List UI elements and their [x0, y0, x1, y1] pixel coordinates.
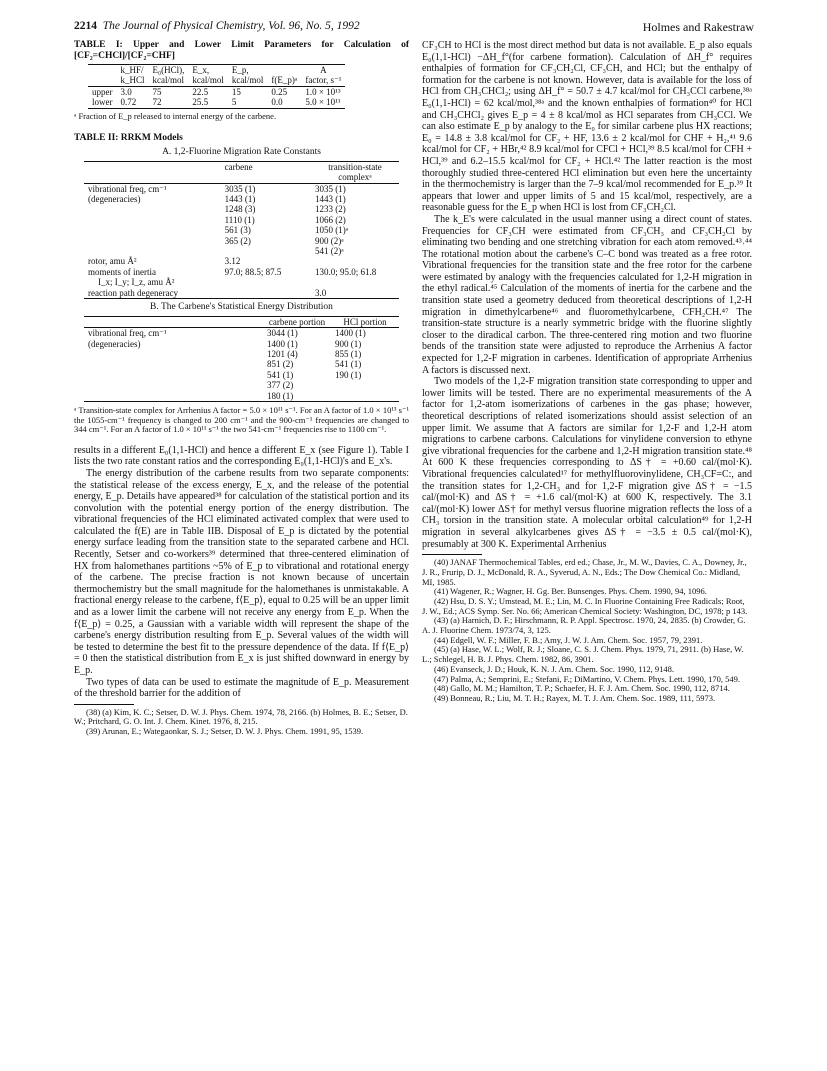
- authors: Holmes and Rakestraw: [642, 20, 754, 34]
- table-cell: [84, 225, 221, 235]
- table-cell: [84, 370, 263, 380]
- table1-h: k_HCl: [120, 75, 145, 86]
- table-cell: 1248 (3): [224, 204, 256, 215]
- table-row: [84, 380, 399, 390]
- table1-h: A: [320, 65, 327, 75]
- table-cell: [84, 246, 221, 256]
- table-cell: 851 (2): [267, 359, 294, 370]
- right-references: [422, 558, 752, 704]
- table-cell: 22.5: [192, 86, 209, 97]
- table-row: [84, 267, 399, 277]
- table1-h: k_HF/: [120, 65, 144, 75]
- table-cell: [84, 236, 221, 246]
- table-cell: [84, 391, 263, 402]
- table-cell: [311, 256, 399, 266]
- table-cell: 1201 (4): [267, 348, 298, 359]
- footnote-divider: [74, 704, 134, 705]
- table2b-h: HCl portion: [343, 316, 387, 327]
- table2b-header-row: [84, 316, 399, 327]
- table-cell: [331, 391, 399, 402]
- table-cell: 1443 (1): [315, 194, 346, 205]
- table2a-header-row: [84, 161, 399, 183]
- table1-h: E₀(HCl),: [152, 65, 185, 75]
- table-row: [84, 391, 399, 402]
- table-cell: 3035 (1): [224, 183, 256, 194]
- table-cell: I_x; I_y; I_z, amu Å²: [98, 277, 175, 288]
- table1-header-row: [88, 75, 345, 86]
- header-left: [74, 20, 360, 32]
- table1-h: kcal/mol: [192, 75, 224, 86]
- journal-citation: The Journal of Physical Chemistry, Vol. 96, No. 5, 1992: [102, 20, 360, 32]
- table-row: [84, 194, 399, 204]
- table-row: [84, 288, 399, 299]
- body-paragraph: Two types of data can be used to estimate the magnitude of E_p. Measurement of the threshold barrier for the addition of: [74, 676, 409, 700]
- table-cell: [221, 246, 311, 256]
- table-cell: 1110 (1): [224, 214, 255, 225]
- body-paragraph: The energy distribution of the carbene results from two separate components: the statistical release of the excess energy, E_x, and the release of the potential energy, E_p. Details have appeared³⁸ for calculation of the statistical portion and its convolution with the potential energy portion of the energy distribution. The vibrational frequencies of the HCl eliminated activated complex that were used to calculated the f(E) are in Table IIB. Disposal of E_p is dictated by the potential energy surface leading from the transition state to the separated carbene and HCl. Recently, Setser and co-workers³⁹ determined that three-centered elimination of HX from halomethanes partitions ~5% of E_p to vibrational and rotational energy of the carbene. The precise fraction is not known because of uncertain thermochemistry but the small magnitude for the halomethanes is unmistakable. A fractional energy release to the carbene, f⟨E_p⟩, equal to 0.25 will be an upper limit and as a lower limit the carbene will not receive any energy from E_p. When the f⟨E_p⟩ = 0.25, a Gaussian with a variable width will represent the shape of the carbene's energy distribution resulting from E_p. Several values of the width will be tested to determine the best fit to the pressure dependence of the data. If f⟨E_p⟩ = 0 then the statistical distribution from E_x is just shifted downward in energy by E_p.: [74, 467, 409, 676]
- table-cell: 25.5: [192, 97, 209, 108]
- table-row: [84, 339, 399, 349]
- table-cell: 1233 (2): [315, 204, 346, 215]
- table-cell: rotor, amu Å²: [88, 256, 137, 267]
- table-cell: 365 (2): [224, 235, 251, 246]
- table-cell: 900 (1): [335, 338, 362, 349]
- reference: (48) Gallo, M. M.; Hamilton, T. P.; Schaefer, H. F. J. Am. Chem. Soc. 1990, 112, 8714.: [434, 683, 730, 694]
- table2-footnote: ᵃ Transition-state complex for Arrhenius A factor = 5.0 × 10¹¹ s⁻¹. For an A factor of 1.0 × 10¹³ s⁻¹ the 1055-cm⁻¹ frequency is changed to 200 cm⁻¹ and the 900-cm⁻¹ frequencies are changed to 344 cm⁻¹. For an A factor of 1.0 × 10¹¹ s⁻¹ the two 541-cm⁻¹ frequencies rise to 1100 cm⁻¹.: [74, 404, 409, 435]
- table-cell: 3035 (1): [315, 183, 346, 194]
- table-cell: [84, 349, 263, 359]
- table1-h: E_p,: [231, 65, 249, 75]
- running-header: [74, 20, 754, 40]
- table-cell: (degeneracies): [88, 194, 141, 205]
- table2a-h: transition-state complexᵃ: [328, 161, 382, 183]
- table-row: [84, 328, 399, 339]
- table-cell: (degeneracies): [88, 338, 141, 349]
- reference: (42) Hsu, D. S. Y.; Umstead, M. E.; Lin, M. C. In Fluorine Containing Free Radicals; Root, J. W., Ed.; ACS Symp. Ser. No. 66; American Chemical Society: Washington, DC, 1978; p 143.: [422, 595, 748, 616]
- table-cell: 541 (2)ᵃ: [315, 246, 344, 257]
- reference: (39) Arunan, E.; Wategaonkar, S. J.; Setser, D. W. J. Phys. Chem. 1991, 95, 1539.: [86, 726, 364, 737]
- right-column: [422, 40, 752, 704]
- reference: (49) Bonneau, R.; Liu, M. T. H.; Rayex, M. T. J. Am. Chem. Soc. 1989, 111, 5973.: [434, 692, 716, 703]
- table1-h: factor, s⁻¹: [305, 75, 342, 86]
- left-column: [74, 40, 409, 737]
- table-cell: 3.0: [315, 287, 327, 298]
- footnote-divider: [422, 554, 482, 555]
- table-row: [84, 246, 399, 256]
- table-row: [84, 215, 399, 225]
- table-row: [84, 204, 399, 214]
- table-cell: [84, 380, 263, 390]
- table-cell: 855 (1): [335, 348, 362, 359]
- reference: (46) Evanseck, J. D.; Houk, K. N. J. Am. Chem. Soc. 1990, 112, 9148.: [434, 663, 675, 674]
- table-cell: vibrational freq, cm⁻¹: [88, 183, 167, 194]
- table-cell: 5.0 × 10¹¹: [305, 97, 341, 108]
- table-cell: 541 (1): [267, 369, 294, 380]
- table-cell: 130.0; 95.0; 61.8: [315, 266, 377, 277]
- table-cell: moments of inertia: [88, 266, 156, 277]
- reference: (38) (a) Kim, K. C.; Setser, D. W. J. Phys. Chem. 1974, 78, 2166. (b) Holmes, B. E.; Setser, D. W.; Pritchard, G. O. Int. J. Chem. Kinet. 1976, 8, 215.: [74, 706, 408, 727]
- body-paragraph: Two models of the 1,2-F migration transition state corresponding to upper and lower limits will be tested. There are no experimental measurements of the A factor for 1,2-atom isomerizations of carbenes in the gas phase; however, theoretical descriptions of related isomerizations should assist selection of an upper limit. We assume that A factors are similar for 1,2-F and 1,2-H atom migrations to carbene carbons. Calculations for vinylidene conversion to ethyne give vibrational frequencies for the carbene and 1,2-H migration transition state.⁴⁸ At 600 K these frequencies corresponding to ΔS† = +0.60 cal/(mol·K). Vibrational frequencies calculated¹⁷ for methylfluorovinylidene, CH₃CF=C:, and the transition states for 1,2-CH₃ and for 1,2-F migration give ΔS† = −1.5 cal/(mol·K) and ΔS† = +1.6 cal/(mol·K) at 600 K, respectively. The 3.1 cal/(mol·K) lower ΔS† for methyl versus fluorine migration reflects the loss of a CH₃ torsion in the transition state. A molecular orbital calculation⁴⁹ for 1,2-H migration in several alkylcarbenes gives ΔS† = −3.5 ± 0.5 cal/(mol·K), presumably at 300 K. Experimental Arrhenius: [422, 376, 752, 550]
- table-cell: 1443 (1): [224, 194, 256, 205]
- table-cell: 5: [231, 97, 237, 108]
- table-cell: vibrational freq, cm⁻¹: [88, 328, 167, 339]
- reference: (41) Wagener, R.; Wagner, H. Gg. Ber. Bunsenges. Phys. Chem. 1990, 94, 1096.: [434, 586, 707, 597]
- table-cell: 0.72: [120, 97, 137, 108]
- table1-caption: TABLE I: Upper and Lower Limit Parameters for Calculation of [CF₂=CHCl]/[CF₂=CHF]: [74, 40, 409, 61]
- table-row: [88, 97, 345, 108]
- table-cell: [84, 215, 221, 225]
- table-cell: 97.0; 88.5; 87.5: [224, 266, 282, 277]
- table-cell: 900 (2)ᵃ: [315, 235, 344, 246]
- table-row: [84, 236, 399, 246]
- table-cell: 0.0: [271, 97, 283, 108]
- table-cell: 1400 (1): [335, 328, 366, 339]
- table1-h: [267, 65, 301, 76]
- table2a-h: carbene: [224, 161, 253, 172]
- table-cell: 75: [152, 86, 162, 97]
- page-number: 2214: [74, 20, 97, 32]
- table-row: [84, 277, 399, 287]
- table-cell: [221, 288, 311, 299]
- table-cell: [84, 359, 263, 369]
- table2a: [84, 161, 399, 299]
- table1: [88, 64, 345, 109]
- table-cell: upper: [92, 86, 113, 97]
- table1-header-row: [88, 65, 345, 76]
- table-row: [88, 86, 345, 97]
- table-cell: [331, 380, 399, 390]
- table-cell: 1066 (2): [315, 214, 346, 225]
- table-row: [84, 359, 399, 369]
- body-paragraph: results in a different E₀(1,1-HCl) and hence a different E_x (see Figure 1). Table I lists the two rate constant ratios and the corresponding E₀(1,1-HCl)'s and E_x's.: [74, 444, 409, 468]
- table-cell: [84, 204, 221, 214]
- table2b-title: B. The Carbene's Statistical Energy Distribution: [150, 302, 333, 313]
- table-cell: 1050 (1)ᵃ: [315, 225, 349, 236]
- table-cell: [311, 277, 399, 287]
- table-cell: 190 (1): [335, 369, 362, 380]
- reference: (40) JANAF Thermochemical Tables, erd ed.; Chase, Jr., M. W., Davies, C. A., Downey, Jr., J. R., Frurip, D. J., McDonald, R. A., Syverud, A. N., Eds.; The Dow Chemical Co.: Midland, MI, 1985.: [422, 557, 747, 587]
- table-cell: 377 (2): [267, 380, 294, 391]
- table2a-title: A. 1,2-Fluorine Migration Rate Constants: [162, 147, 321, 158]
- table1-h: f(E_p)ᵃ: [271, 75, 298, 86]
- reference: (47) Palma, A.; Semprini, E.; Stefani, F.; DiMartino, V. Chem. Phys. Lett. 1990, 170, 549.: [434, 673, 740, 684]
- table2b-h: carbene portion: [268, 316, 326, 327]
- reference: (43) (a) Harnich, D. F.; Hirschmann, R. P. Appl. Spectrosc. 1970, 24, 2835. (b) Crowder, G. A. J. Fluorine Chem. 1973/74, 3, 125.: [422, 615, 746, 636]
- table-cell: 541 (1): [335, 359, 362, 370]
- body-paragraph: The k_E's were calculated in the usual manner using a direct count of states. Frequencies for CF₃CH were estimated from CF₃CH₃ and CF₃CH₂Cl by eliminating two bending and one stretching vibration for each atom removed.⁴³˒⁴⁴ The rotational motion about the carbene's C–C bond was treated as a free rotor. Vibrational frequencies for the transition state and the free rotor for the carbene were estimated by analogy with the frequencies calculated for 1,2-H migration in the ethyl radical.⁴⁵ Calculation of the moments of inertia for the carbene and the transition state used a geometry deduced from theoretical descriptions of 1,2-H migration in dimethylcarbene⁴⁶ and fluoromethylcarbene, CFH₂CH.⁴⁷ The transition-state structure is a nearly symmetric bridge with the fluorine slightly closer to the diradical carbon. The three-centered ring motion and two fluorine bends of the transition state were adjusted to reproduce the Arrhenius A factor expected for 1,2-F migration in carbenes. Identification of appropriate Arrhenius A factors is discussed next.: [422, 213, 752, 376]
- table1-h: kcal/mol: [152, 75, 185, 86]
- reference: (44) Edgell, W. F.; Miller, F. B.; Amy, J. W. J. Am. Chem. Soc. 1957, 79, 2391.: [434, 634, 703, 645]
- table-row: [84, 225, 399, 235]
- table-row: [84, 256, 399, 266]
- table-cell: 1400 (1): [267, 338, 298, 349]
- reference: (45) (a) Hase, W. L.; Wolf, R. J.; Sloane, C. S. J. Chem. Phys. 1979, 71, 2911. (b) Hase, W. L.; Schlegel, H. B. J. Phys. Chem. 1982, 86, 3901.: [422, 644, 744, 665]
- body-paragraph: CF₃CH to HCl is the most direct method but data is not available. E_p also equals E₀(1,1-HCl) −ΔH_f°(for carbene formation). Calculation of ΔH_f° requires enthalpies of formation for CF₃CH₂Cl, CF₃CH, and HCl; but the enthalpy of formation for the carbene is not known. However, data is available for the loss of HCl from CH₃CHCl₂; using ΔH_f° = 50.7 ± 4.7 kcal/mol for CH₃CCl carbene,³⁸ᵃ E₀(1,1-HCl) = 62 kcal/mol,³⁸ᵃ and the known enthalpies of formation⁴⁰ for HCl and CH₃CHCl₂ gives E_p = 4 ± 8 kcal/mol as HCl separates from CH₃CCl. We can also estimate E_p by analogy to the E₀ for similar carbene plus HX reactions; E₀ = 14.8 ± 3.8 kcal/mol for CF₂ + HF, 13.6 ± 2 kcal/mol for CHF + H₂,⁴¹ 9.6 kcal/mol for CF₂ + HBr,⁴² 8.9 kcal/mol for CFCl + HCl,³⁹ 8.5 kcal/mol for CFH + HCl,³⁹ and 6.2–15.5 kcal/mol for CF₂ + HCl.⁴² The latter reaction is the most thoroughly studied three-centered HCl elimination but even here the uncertainty in the thermochemistry is larger than the 7–9 kcal/mol recommended for E_p.³⁹ It appears that lower and upper limits of 5 and 15 kcal/mol, respectively, are a reasonable guess for the E_p when HCl is lost from CF₃CH₂Cl.: [422, 40, 752, 214]
- table2-caption: TABLE II: RRKM Models: [74, 133, 183, 144]
- table1-footnote: ᵃ Fraction of E_p released to internal energy of the carbene.: [74, 110, 277, 121]
- table2b: [84, 316, 399, 402]
- table-cell: 3.12: [224, 256, 241, 267]
- table-cell: 15: [231, 86, 241, 97]
- table-cell: 1.0 × 10¹³: [305, 86, 341, 97]
- table-cell: lower: [92, 97, 113, 108]
- table-cell: 3.0: [120, 86, 132, 97]
- table-cell: 0.25: [271, 86, 288, 97]
- table-cell: reaction path degeneracy: [88, 287, 178, 298]
- table-cell: 72: [152, 97, 162, 108]
- table1-h: kcal/mol: [231, 75, 264, 86]
- table-cell: [221, 277, 311, 287]
- left-references: [74, 708, 409, 737]
- table-cell: 561 (3): [224, 225, 251, 236]
- table-row: [84, 370, 399, 380]
- table1-h: E_x,: [192, 65, 210, 75]
- table-cell: 180 (1): [267, 390, 294, 401]
- table-cell: 3044 (1): [267, 328, 298, 339]
- table-row: [84, 349, 399, 359]
- table-row: [84, 183, 399, 194]
